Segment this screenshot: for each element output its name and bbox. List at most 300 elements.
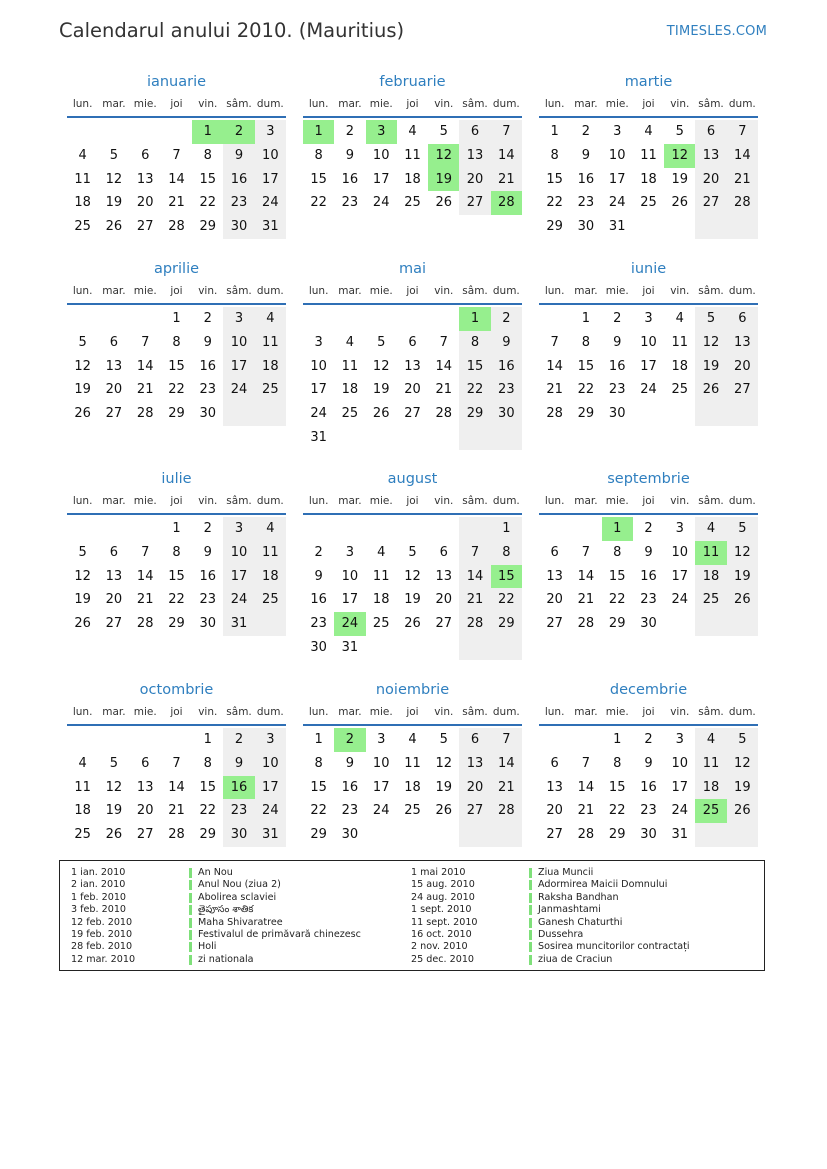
day-cell: 4 xyxy=(675,311,684,326)
weekday-label: vin. xyxy=(198,285,218,297)
holiday-name: Sosirea muncitorilor contractați xyxy=(538,941,690,953)
day-cell: 10 xyxy=(255,752,286,776)
day-cell: 17 xyxy=(255,168,286,192)
empty-cell xyxy=(539,307,570,331)
weekday-label: dum. xyxy=(492,706,520,718)
day-cell: 8 xyxy=(613,755,622,771)
holiday-marker xyxy=(189,930,192,940)
empty-cell xyxy=(366,426,397,450)
day-cell: 14 xyxy=(577,568,595,584)
day-cell: 30 xyxy=(223,215,254,239)
day-cell: 5 xyxy=(377,334,386,350)
empty-cell xyxy=(161,120,192,144)
day-cell: 19 xyxy=(727,565,758,589)
day-cell: 5 xyxy=(78,334,87,350)
day-cell: 29 xyxy=(168,406,185,422)
day-cell: 14 xyxy=(136,358,154,374)
weekday-label: mar. xyxy=(574,285,598,297)
holiday-date: 2 ian. 2010 xyxy=(71,879,126,891)
week-row xyxy=(539,612,758,636)
day-cell: 6 xyxy=(439,544,448,560)
empty-cell xyxy=(67,120,98,144)
day-cell: 22 xyxy=(608,592,626,608)
day-cell: 14 xyxy=(491,144,522,168)
day-cell: 30 xyxy=(223,823,254,847)
day-cell: 13 xyxy=(459,752,490,776)
day-cell: 25 xyxy=(341,406,359,422)
day-cell: 31 xyxy=(255,823,286,847)
empty-cell xyxy=(428,636,459,660)
day-cell: 25 xyxy=(74,827,91,843)
week-row xyxy=(539,588,758,612)
week-row xyxy=(539,776,758,800)
week-row xyxy=(303,799,522,823)
holiday-list-right xyxy=(411,867,690,966)
day-cell: 13 xyxy=(459,144,490,168)
weekday-label: dum. xyxy=(728,495,756,507)
empty-cell xyxy=(334,307,365,331)
day-cell: 12 xyxy=(695,331,726,355)
month-divider xyxy=(67,724,286,726)
day-cell: 18 xyxy=(74,195,91,211)
day-cell: 6 xyxy=(141,147,150,163)
day-cell: 26 xyxy=(695,378,726,402)
day-cell: 29 xyxy=(199,219,217,235)
week-row xyxy=(539,752,758,776)
day-cell: 20 xyxy=(404,382,421,398)
weekday-label: joi xyxy=(170,98,183,110)
empty-cell xyxy=(491,823,522,847)
day-cell: 9 xyxy=(345,755,355,771)
day-cell: 10 xyxy=(671,755,689,771)
day-cell: 21 xyxy=(168,803,185,819)
month-decembrie xyxy=(539,679,758,847)
day-cell: 9 xyxy=(644,544,653,560)
empty-cell xyxy=(98,517,129,541)
holiday-marker xyxy=(189,893,192,903)
day-cell: 20 xyxy=(136,195,154,211)
day-cell: 11 xyxy=(74,171,91,187)
holiday-date: 19 feb. 2010 xyxy=(71,928,133,940)
day-cell: 14 xyxy=(136,568,154,584)
day-cell: 4 xyxy=(78,147,87,163)
week-row xyxy=(539,799,758,823)
day-cell: 21 xyxy=(136,382,154,398)
day-cell: 22 xyxy=(310,803,327,819)
day-cell: 8 xyxy=(491,541,522,565)
weekday-label: dum. xyxy=(728,706,756,718)
weekday-label: lun. xyxy=(308,706,329,718)
day-cell: 22 xyxy=(199,803,217,819)
weekday-label: dum. xyxy=(492,495,520,507)
day-cell: 27 xyxy=(435,616,453,632)
holiday-item xyxy=(411,929,690,941)
day-cell: 25 xyxy=(372,616,390,632)
empty-cell xyxy=(130,517,161,541)
empty-cell xyxy=(428,517,459,541)
week-row xyxy=(539,541,758,565)
day-cell: 2 xyxy=(613,311,622,326)
day-cell: 30 xyxy=(577,219,595,235)
weekday-header xyxy=(539,490,758,512)
weekday-label: lun. xyxy=(544,706,565,718)
day-cell: 6 xyxy=(109,334,119,350)
weekday-label: sâm. xyxy=(462,98,488,110)
week-row xyxy=(303,144,522,168)
weekday-label: mar. xyxy=(102,706,126,718)
holiday-marker xyxy=(189,868,192,878)
day-cell: 19 xyxy=(74,592,91,608)
holiday-item xyxy=(411,867,690,879)
week-row xyxy=(539,168,758,192)
day-cell: 31 xyxy=(671,827,689,843)
day-cell: 14 xyxy=(168,171,185,187)
day-cell: 26 xyxy=(671,195,689,211)
day-cell: 18 xyxy=(671,358,689,374)
day-cell: 23 xyxy=(608,382,626,398)
day-cell: 1 xyxy=(581,311,591,326)
day-cell: 6 xyxy=(727,307,758,331)
day-cell: 22 xyxy=(546,195,563,211)
day-cell: 3 xyxy=(223,517,254,541)
holiday-marker xyxy=(189,955,192,965)
month-divider xyxy=(67,513,286,515)
day-cell: 18 xyxy=(404,779,421,795)
day-cell: 20 xyxy=(105,592,123,608)
day-cell: 14 xyxy=(491,752,522,776)
holiday-name: Adormirea Maicii Domnului xyxy=(538,879,668,891)
day-cell: 31 xyxy=(223,612,254,636)
day-cell: 11 xyxy=(695,752,726,776)
weekday-label: sâm. xyxy=(226,706,252,718)
day-cell: 31 xyxy=(341,639,359,655)
week-row xyxy=(539,355,758,379)
weekday-label: joi xyxy=(642,285,655,297)
holiday-date: 2 nov. 2010 xyxy=(411,941,468,953)
day-cell: 4 xyxy=(78,755,87,771)
holiday-item xyxy=(411,892,690,904)
day-cell: 21 xyxy=(577,803,595,819)
week-row xyxy=(303,517,522,541)
day-cell: 11 xyxy=(640,147,657,163)
empty-cell xyxy=(570,517,601,541)
day-cell: 26 xyxy=(105,827,123,843)
day-cell: 17 xyxy=(671,568,689,584)
day-cell: 11 xyxy=(255,541,286,565)
day-cell: 5 xyxy=(695,307,726,331)
day-cell: 1 xyxy=(602,517,633,541)
week-row xyxy=(539,215,758,239)
empty-cell xyxy=(161,728,192,752)
day-cell: 5 xyxy=(675,124,684,139)
week-row xyxy=(539,307,758,331)
empty-cell xyxy=(695,402,726,426)
month-divider xyxy=(303,116,522,118)
weekday-label: vin. xyxy=(434,706,454,718)
day-cell: 24 xyxy=(310,406,327,422)
day-cell: 4 xyxy=(377,544,386,560)
month-divider xyxy=(539,116,758,118)
brand-link[interactable]: TIMESLES.COM xyxy=(666,24,767,39)
holiday-name: Holi xyxy=(198,941,217,953)
day-cell: 24 xyxy=(671,592,689,608)
holiday-marker xyxy=(189,905,192,915)
weekday-label: mar. xyxy=(338,285,362,297)
weekday-label: dum. xyxy=(728,285,756,297)
weekday-label: mie. xyxy=(133,706,157,718)
holiday-name: Janmashtami xyxy=(538,904,601,916)
day-cell: 16 xyxy=(199,568,217,584)
empty-cell xyxy=(727,823,758,847)
week-row xyxy=(303,355,522,379)
week-row xyxy=(303,191,522,215)
day-cell: 10 xyxy=(372,755,390,771)
day-cell: 19 xyxy=(105,803,123,819)
day-cell: 9 xyxy=(314,568,323,584)
day-cell: 10 xyxy=(310,358,327,374)
day-cell: 26 xyxy=(74,406,91,422)
week-row xyxy=(67,588,286,612)
week-row xyxy=(67,378,286,402)
day-cell: 11 xyxy=(74,779,91,795)
holiday-name: తైపూసం శాతిక xyxy=(198,904,254,916)
week-row xyxy=(539,823,758,847)
holiday-list xyxy=(59,860,765,971)
day-cell: 12 xyxy=(105,779,123,795)
week-row xyxy=(303,588,522,612)
holiday-date: 1 mai 2010 xyxy=(411,867,466,878)
day-cell: 30 xyxy=(310,639,327,655)
weekday-label: sâm. xyxy=(226,285,252,297)
day-cell: 14 xyxy=(577,779,595,795)
day-cell: 24 xyxy=(640,382,657,398)
holiday-item xyxy=(71,929,361,941)
weekday-label: mar. xyxy=(338,98,362,110)
empty-cell xyxy=(727,612,758,636)
day-cell: 6 xyxy=(109,544,119,560)
day-cell: 31 xyxy=(608,219,626,235)
day-cell: 6 xyxy=(459,120,490,144)
day-cell: 29 xyxy=(546,219,563,235)
holiday-marker xyxy=(189,880,192,890)
empty-cell xyxy=(334,517,365,541)
day-cell: 20 xyxy=(546,592,563,608)
weekday-label: mar. xyxy=(102,98,126,110)
weekday-label: lun. xyxy=(544,285,565,297)
holiday-name: zi nationala xyxy=(198,953,254,965)
weekday-label: joi xyxy=(170,285,183,297)
empty-cell xyxy=(459,426,490,450)
day-cell: 9 xyxy=(581,147,591,163)
day-cell: 16 xyxy=(310,592,327,608)
day-cell: 16 xyxy=(608,358,626,374)
day-cell: 14 xyxy=(435,358,453,374)
empty-cell xyxy=(664,402,695,426)
day-cell: 25 xyxy=(640,195,657,211)
holiday-item xyxy=(71,941,361,953)
day-cell: 5 xyxy=(109,755,119,771)
empty-cell xyxy=(428,823,459,847)
empty-cell xyxy=(695,823,726,847)
day-cell: 7 xyxy=(172,755,181,771)
empty-cell xyxy=(67,307,98,331)
weekday-label: vin. xyxy=(434,285,454,297)
day-cell: 21 xyxy=(546,382,563,398)
empty-cell xyxy=(255,612,286,636)
day-cell: 1 xyxy=(172,521,181,536)
weekday-label: dum. xyxy=(492,285,520,297)
week-row xyxy=(303,331,522,355)
holiday-name: Ganesh Chaturthi xyxy=(538,916,623,928)
day-cell: 8 xyxy=(459,331,490,355)
holiday-date: 1 ian. 2010 xyxy=(71,867,126,878)
day-cell: 19 xyxy=(74,382,91,398)
day-cell: 2 xyxy=(345,124,355,139)
day-cell: 8 xyxy=(613,544,622,560)
day-cell: 2 xyxy=(223,728,254,752)
weekday-label: mie. xyxy=(605,285,629,297)
day-cell: 27 xyxy=(136,827,154,843)
day-cell: 1 xyxy=(613,732,622,747)
empty-cell xyxy=(695,215,726,239)
day-cell: 1 xyxy=(459,307,490,331)
day-cell: 23 xyxy=(199,382,217,398)
month-august xyxy=(303,468,522,660)
weekday-label: dum. xyxy=(728,98,756,110)
weekday-label: mie. xyxy=(369,285,393,297)
day-cell: 20 xyxy=(136,803,154,819)
month-septembrie xyxy=(539,468,758,636)
day-cell: 8 xyxy=(203,147,212,163)
day-cell: 23 xyxy=(310,616,327,632)
day-cell: 27 xyxy=(459,191,490,215)
weekday-header xyxy=(67,701,286,723)
week-row xyxy=(67,120,286,144)
holiday-name: ziua de Craciun xyxy=(538,953,613,965)
holiday-item xyxy=(411,879,690,891)
month-divider xyxy=(303,724,522,726)
holiday-marker xyxy=(529,930,532,940)
day-cell: 8 xyxy=(314,755,323,771)
day-cell: 10 xyxy=(255,144,286,168)
week-row xyxy=(303,752,522,776)
day-cell: 8 xyxy=(581,334,591,350)
day-cell: 17 xyxy=(255,776,286,800)
weekday-header xyxy=(67,490,286,512)
day-cell: 30 xyxy=(608,406,626,422)
month-title: martie xyxy=(624,74,673,90)
day-cell: 6 xyxy=(459,728,490,752)
weekday-label: joi xyxy=(170,706,183,718)
day-cell: 15 xyxy=(199,779,217,795)
month-title: noiembrie xyxy=(375,682,450,698)
day-cell: 28 xyxy=(136,406,154,422)
weekday-label: sâm. xyxy=(698,285,724,297)
day-cell: 9 xyxy=(223,144,254,168)
empty-cell xyxy=(303,517,334,541)
weekday-label: vin. xyxy=(670,98,690,110)
day-cell: 19 xyxy=(372,382,390,398)
weekday-label: dum. xyxy=(492,98,520,110)
week-row xyxy=(67,823,286,847)
day-cell: 20 xyxy=(546,803,563,819)
empty-cell xyxy=(570,728,601,752)
weekday-label: joi xyxy=(406,706,419,718)
day-cell: 4 xyxy=(408,732,417,747)
day-cell: 27 xyxy=(546,616,563,632)
day-cell: 28 xyxy=(168,827,185,843)
week-row xyxy=(303,541,522,565)
day-cell: 29 xyxy=(608,827,626,843)
weekday-label: sâm. xyxy=(462,706,488,718)
week-row xyxy=(303,120,522,144)
day-cell: 9 xyxy=(613,334,622,350)
day-cell: 7 xyxy=(581,755,591,771)
day-cell: 22 xyxy=(168,592,185,608)
day-cell: 3 xyxy=(675,732,684,747)
day-cell: 29 xyxy=(459,402,490,426)
weekday-label: vin. xyxy=(670,285,690,297)
day-cell: 10 xyxy=(640,334,657,350)
day-cell: 18 xyxy=(341,382,359,398)
empty-cell xyxy=(539,728,570,752)
weekday-label: mie. xyxy=(369,495,393,507)
day-cell: 2 xyxy=(314,544,323,560)
day-cell: 29 xyxy=(491,612,522,636)
day-cell: 19 xyxy=(727,776,758,800)
month-title: octombrie xyxy=(139,682,214,698)
weekday-label: vin. xyxy=(670,706,690,718)
holiday-date: 1 feb. 2010 xyxy=(71,891,127,903)
holiday-date: 1 sept. 2010 xyxy=(411,904,472,916)
month-divider xyxy=(303,303,522,305)
day-cell: 16 xyxy=(577,171,595,187)
day-cell: 30 xyxy=(640,616,657,632)
empty-cell xyxy=(366,823,397,847)
weekday-label: sâm. xyxy=(698,98,724,110)
week-row xyxy=(539,144,758,168)
weekday-label: joi xyxy=(642,98,655,110)
weekday-label: mar. xyxy=(574,98,598,110)
holiday-list-left xyxy=(71,867,361,966)
month-divider xyxy=(539,724,758,726)
weekday-label: mie. xyxy=(133,285,157,297)
day-cell: 17 xyxy=(341,592,359,608)
day-cell: 28 xyxy=(727,191,758,215)
holiday-marker xyxy=(529,955,532,965)
day-cell: 19 xyxy=(435,779,453,795)
weekday-label: lun. xyxy=(308,98,329,110)
empty-cell xyxy=(459,517,490,541)
weekday-label: vin. xyxy=(198,98,218,110)
day-cell: 20 xyxy=(459,168,490,192)
day-cell: 11 xyxy=(671,334,689,350)
page-title: Calendarul anului 2010. (Mauritius) xyxy=(59,19,405,42)
month-octombrie xyxy=(67,679,286,847)
empty-cell xyxy=(67,728,98,752)
day-cell: 21 xyxy=(459,588,490,612)
day-cell: 28 xyxy=(577,827,595,843)
day-cell: 3 xyxy=(255,120,286,144)
empty-cell xyxy=(130,307,161,331)
empty-cell xyxy=(67,517,98,541)
day-cell: 1 xyxy=(314,732,323,747)
weekday-label: sâm. xyxy=(226,98,252,110)
holiday-date: 25 dec. 2010 xyxy=(411,953,475,965)
day-cell: 12 xyxy=(74,568,91,584)
day-cell: 30 xyxy=(640,827,657,843)
day-cell: 7 xyxy=(491,728,522,752)
